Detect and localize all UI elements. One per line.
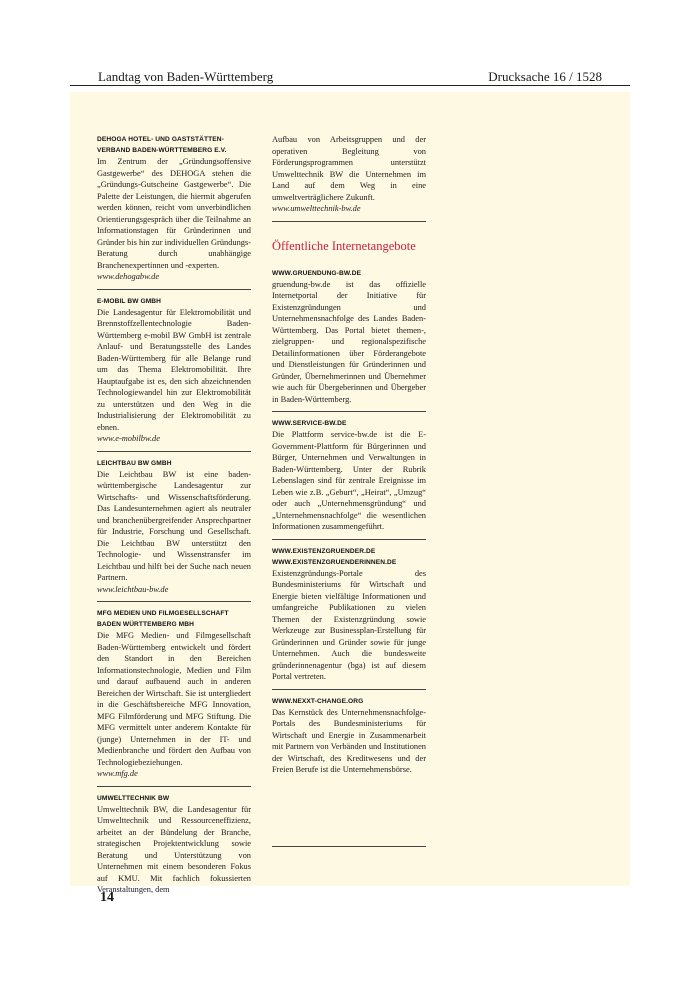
page-number: 14: [100, 890, 114, 905]
section-link[interactable]: www.umwelttechnik-bw.de: [272, 204, 361, 213]
section-mfg: [97, 601, 251, 786]
left-column: [97, 134, 251, 902]
section-leichtbau: [97, 451, 251, 602]
section-service-bw: [272, 411, 426, 539]
section-link[interactable]: www.e-mobilbw.de: [97, 434, 160, 443]
item-heading[interactable]: WWW.NEXXT-CHANGE.ORG: [272, 697, 364, 705]
right-column: [272, 134, 426, 847]
item-heading[interactable]: WWW.SERVICE-BW.DE: [272, 420, 347, 427]
item-body: Die Plattform service-bw.de ist die E-Government-Plattform für Bürgerinnen und Bürger, Unternehmen und Verwaltungen in Baden-Württemberg. Unter der Rubrik Lebenslagen sind für zentrale Ereignisse im Leben wie z.B. „Geburt“, „Heirat“, „Umzug“ oder auch „Unternehmensgründung“ und „Unternehmensnachfolge“ die wesentlichen Informationen zusammengeführt.: [272, 430, 426, 531]
item-body: gruendung-bw.de ist das offizielle Internetportal der Initiative für Existenzgründungen und Unternehmensnachfolge des Landes Baden-Württemberg. Das Portal bietet themen-, zielgruppen- und regionalspezifische Detailinformationen über Förderangebote und Dienstleistungen für Gründerinnen und Gründer, Übernehmerinnen und Übernehmer wie auch für Übergeberinnen und Übergeber in Baden-Württemberg.: [272, 279, 426, 404]
section-dehoga: [97, 134, 251, 289]
item-heading[interactable]: WWW.EXISTENZGRUENDER.DE WWW.EXISTENZGRUENDERINNEN.DE: [272, 547, 397, 566]
closing-rule: [272, 846, 426, 847]
section-body: Im Zentrum der „Gründungsoffensive Gastgewerbe“ des DEHOGA stehen die „Gründungs-Gutscheine Gastgewerbe“. Die Palette der Leistungen, die hiermit abgerufen werden können, reicht vom unverbindlichen Orientierungsgespräch über die Teilnahme an Informationstagen für Gründerinnen und Gründer bis hin zur individuellen Gründungs-Beratung durch unabhängige Branchenexpertinnen und -experten.: [97, 157, 251, 270]
section-emobil: [97, 289, 251, 451]
section-online-offers: [272, 221, 426, 412]
section-body: Umwelttechnik BW, die Landesagentur für Umwelttechnik und Ressourceneffizienz, arbeitet an der Bündelung der Branche, strategischen Projektentwicklung sowie Beratung und Unterstützung von Unternehmen mit einem besonderen Fokus auf KMU. Mit fachlich fokussierten Veranstaltungen, dem: [97, 804, 251, 894]
section-heading: E-MOBIL BW GMBH: [97, 297, 162, 305]
section-heading: LEICHTBAU BW GMBH: [97, 459, 172, 467]
section-body: Die MFG Medien- und Filmgesellschaft Baden-Württemberg entwickelt und fördert den Standort in den Bereichen Informationstechnologie, Medien und Film und darauf aufbauend auch in anderen Bereichen der Wirtschaft. Sie ist untergliedert in die Geschäftsbereiche MFG Innovation, MFG Filmförderung und MFG Stiftung. Die MFG vermittelt unter anderem Kontakte für (junge) Unternehmen in der IT- und Medienbranche und fördert den Aufbau von Technologiebeziehungen.: [97, 631, 251, 767]
section-heading: MFG MEDIEN UND FILMGESELLSCHAFT BADEN WÜRTTEMBERG MBH: [97, 610, 229, 628]
section-heading: DEHOGA HOTEL- UND GASTSTÄTTEN- VERBAND BADEN-WÜRTTEMBERG E.V.: [97, 136, 227, 154]
section-title: Öffentliche Internetangebote: [272, 238, 416, 253]
item-body: Das Kernstück des Unternehmensnachfolge-Portals des Bundesministeriums für Wirtschaft und Energie in Zusammenarbeit mit Partnern von Verbänden und Institutionen der Wirtschaft, des Kreditwesens und der Freien Berufe ist die Unternehmensbörse.: [272, 707, 426, 774]
section-umwelttechnik: [97, 786, 251, 902]
item-body: Existenzgründungs-Portale des Bundesministeriums für Wirtschaft und Energie bieten vielfältige Informationen und umfangreiche Publikationen zu vielen Themen der Existenzgründung sowie Werkzeuge zur Businessplan-Erstellung für Gründerinnen und Gründer sowie für junge Unternehmen. Auch die bundesweite gründerinnenagentur (bga) ist auf diesem Portal vertreten.: [272, 568, 426, 681]
section-body: Die Leichtbau BW ist eine baden-württembergische Landesagentur zur Wirtschafts- und Wissenschaftsförderung. Das Landesunternehmen agiert als neutraler und branchenübergreifender Ansprechpartner für Industrie, Forschung und Gesellschaft. Die Leichtbau BW unterstützt den Technologie- und Wissenstransfer im Leichtbau und hilft bei der Suche nach neuen Partnern.: [97, 469, 251, 582]
item-heading[interactable]: WWW.GRUENDUNG-BW.DE: [272, 269, 362, 277]
section-link[interactable]: www.leichtbau-bw.de: [97, 584, 169, 594]
section-link[interactable]: www.mfg.de: [97, 769, 138, 778]
section-link[interactable]: www.dehogabw.de: [97, 272, 160, 281]
section-body: Aufbau von Arbeitsgruppen und der operativen Begleitung von Förderungsprogrammen unterstützt Umwelttechnik BW die Unternehmen im Land auf dem Weg in eine umweltverträglichere Zukunft.: [272, 135, 426, 202]
section-existenzgruender: [272, 539, 426, 689]
page-header: [70, 67, 630, 86]
section-body: Die Landesagentur für Elektromobilität und Brennstoffzellentechnologie Baden-Württemberg e-mobil BW GmbH ist zentrale Anlauf- und Beratungsstelle des Landes Baden-Württemberg für alle Belange rund um das Thema Elektromobilität. Ihre Hauptaufgabe ist es, den sich abzeichnenden Technologiewandel hin zur Elektromobilität zu unterstützen und den Weg in die Industrialisierung der Elektromobilität zu ebnen.: [97, 307, 251, 432]
document-number: Drucksache 16 / 1528: [488, 69, 602, 84]
section-umwelttechnik-continued: [272, 134, 426, 221]
header-title: Landtag von Baden-Württemberg: [98, 69, 274, 84]
section-heading: UMWELTTECHNIK BW: [97, 794, 170, 802]
section-nexxt-change: [272, 689, 426, 782]
